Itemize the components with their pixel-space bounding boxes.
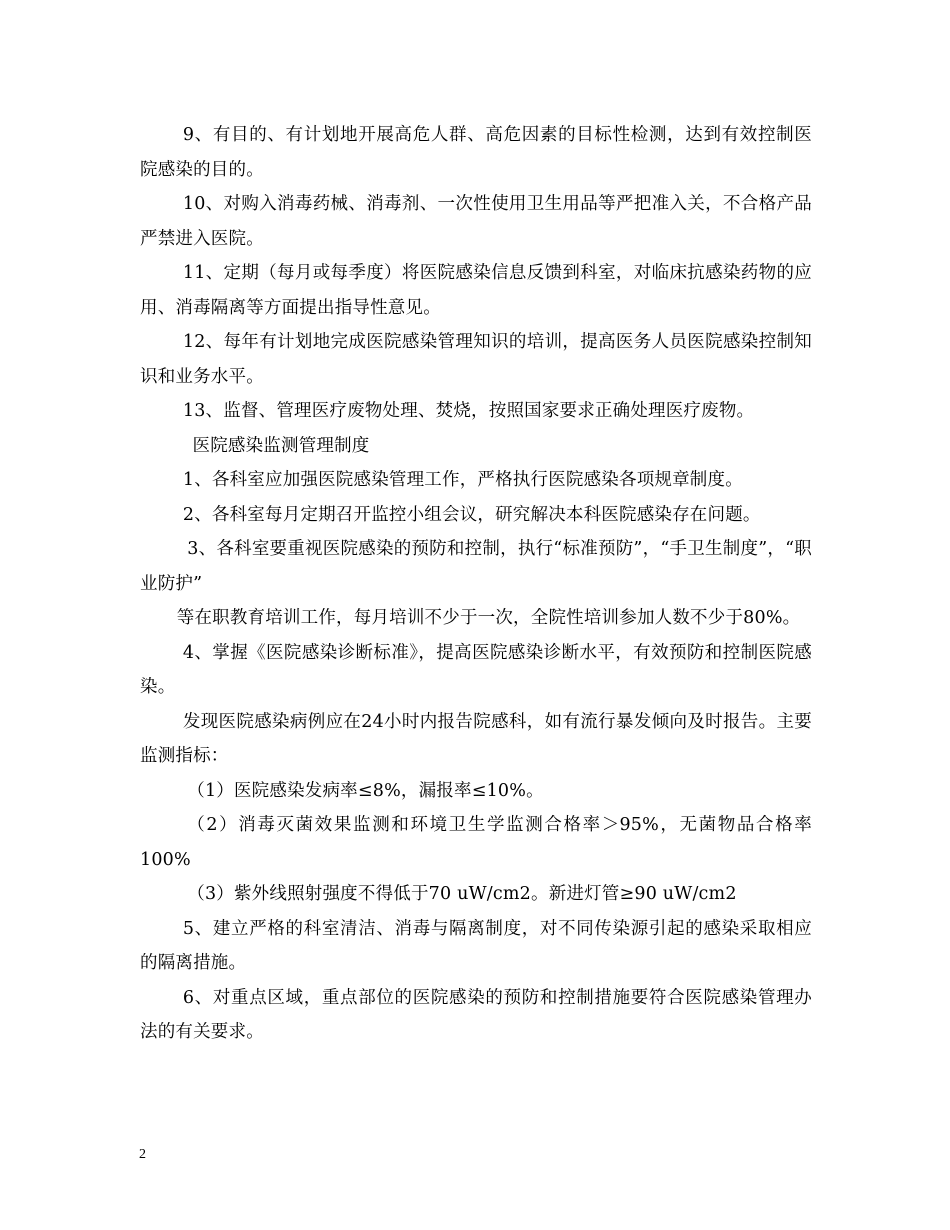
para-item-12: 12、每年有计划地完成医院感染管理知识的培训，提高医务人员医院感染控制知识和业务水平。 (140, 332, 812, 387)
para-item-13: 13、监督、管理医疗废物处理、焚烧，按照国家要求正确处理医疗废物。 (182, 401, 755, 421)
para-rule-3: 3、各科室要重视医院感染的预防和控制，执行“标准预防”，“手卫生制度”，“职业防护” (140, 539, 812, 594)
page-number: 2 (139, 1147, 146, 1162)
para-rule-2: 2、各科室每月定期召开监控小组会议，研究解决本科医院感染存在问题。 (182, 504, 761, 525)
para-item-9: 9、有目的、有计划地开展高危人群、高危因素的目标性检测，达到有效控制医院感染的目的。 (140, 125, 812, 180)
para-report: 发现医院感染病例应在24小时内报告院感科，如有流行暴发倾向及时报告。主要监测指标： (140, 711, 812, 766)
para-indicator-1: （1）医院感染发病率≤8%，漏报率≤10%。 (187, 780, 544, 801)
para-rule-6: 6、对重点区域，重点部位的医院感染的预防和控制措施要符合医院感染管理办法的有关要求。 (140, 987, 812, 1042)
para-item-10: 10、对购入消毒药械、消毒剂、一次性使用卫生用品等严把准入关，不合格产品严禁进入医院。 (140, 194, 812, 249)
para-rule-3-cont: 等在职教育培训工作，每月培训不少于一次，全院性培训参加人数不少于80%。 (176, 608, 801, 628)
document-body (140, 118, 812, 1050)
para-rule-1: 1、各科室应加强医院感染管理工作，严格执行医院感染各项规章制度。 (182, 470, 743, 490)
para-indicator-3: （3）紫外线照射强度不得低于70 uW/cm2。新进灯管≥90 uW/cm2 (187, 884, 737, 904)
para-rule-4: 4、掌握《医院感染诊断标准》，提高医院感染诊断水平，有效预防和控制医院感染。 (140, 642, 812, 697)
para-rule-5: 5、建立严格的科室清洁、消毒与隔离制度，对不同传染源引起的感染采取相应的隔离措施。 (140, 918, 812, 973)
section-heading: 医院感染监测管理制度 (192, 435, 370, 456)
para-indicator-2: （2）消毒灭菌效果监测和环境卫生学监测合格率＞95%，无菌物品合格率100% (140, 815, 812, 870)
para-item-11: 11、定期（每月或每季度）将医院感染信息反馈到科室，对临床抗感染药物的应用、消毒隔离等方面提出指导性意见。 (140, 263, 812, 318)
